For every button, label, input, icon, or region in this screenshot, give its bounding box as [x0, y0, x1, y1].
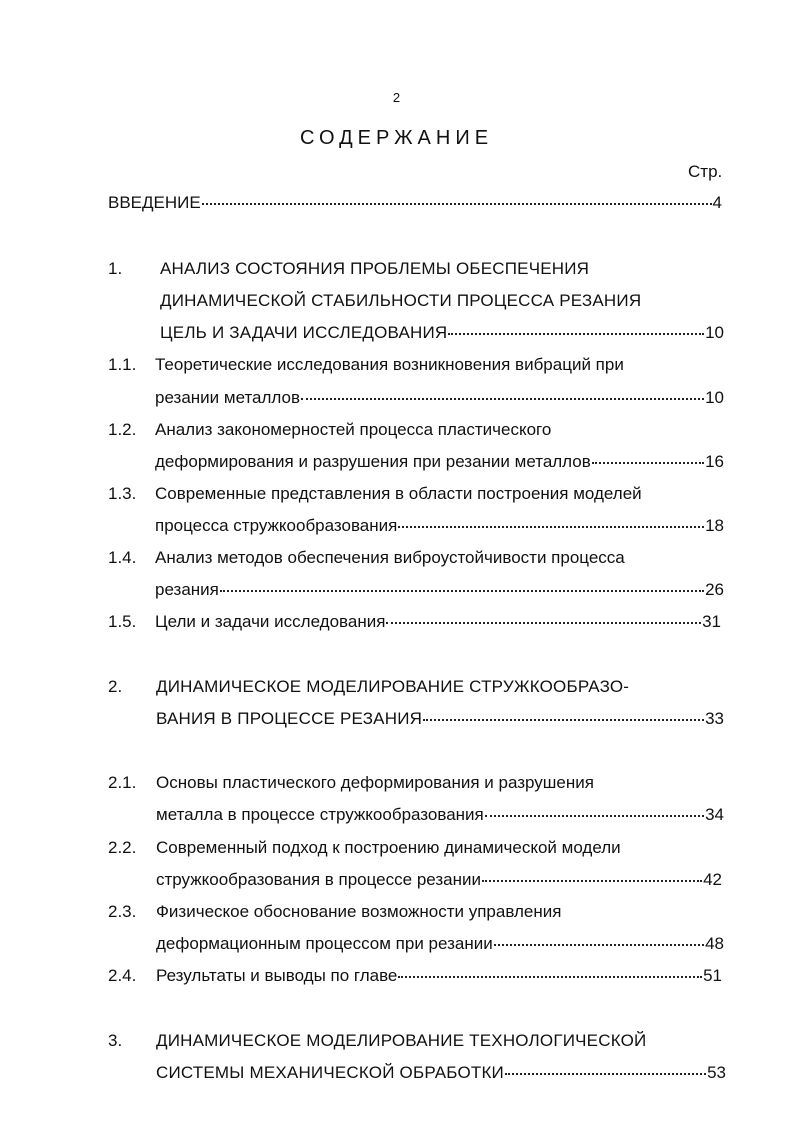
toc-entry-section-2-1[interactable]: [156, 805, 724, 825]
page-number: 2: [392, 90, 401, 105]
toc-entry-section-1-4[interactable]: [155, 580, 724, 600]
chapter-title-line: ДИНАМИЧЕСКОЕ МОДЕЛИРОВАНИЕ СТРУЖКООБРАЗО-: [156, 677, 630, 696]
toc-page-number: 34: [705, 805, 724, 824]
toc-entry-section-1-5[interactable]: [155, 612, 721, 632]
page-title: СОДЕРЖАНИЕ: [299, 127, 494, 149]
section-title-line: резания: [155, 580, 219, 599]
toc-page-number: 33: [705, 709, 724, 728]
section-title-line: Анализ закономерностей процесса пластического: [155, 420, 552, 439]
toc-entry-intro[interactable]: [108, 193, 722, 213]
section-title-line: Основы пластического деформирования и разрушения: [156, 773, 594, 792]
leader-dots: [448, 333, 704, 335]
leader-dots: [202, 203, 712, 205]
leader-dots: [423, 719, 704, 721]
toc-entry-chapter-1[interactable]: [160, 323, 724, 343]
toc-page-number: 51: [703, 966, 722, 985]
section-title-line: металла в процессе стружкообразования: [156, 805, 484, 824]
section-number: 1.4.: [108, 548, 137, 567]
leader-dots: [494, 944, 704, 946]
scan-smudge: [410, 746, 460, 756]
chapter-title-line: АНАЛИЗ СОСТОЯНИЯ ПРОБЛЕМЫ ОБЕСПЕЧЕНИЯ: [160, 259, 590, 278]
section-title-line: Цели и задачи исследования: [155, 612, 386, 631]
chapter-title-line: ДИНАМИЧЕСКОЕ МОДЕЛИРОВАНИЕ ТЕХНОЛОГИЧЕСКОЙ: [156, 1031, 647, 1050]
toc-entry-section-1-2[interactable]: [155, 452, 724, 472]
section-number: 2.2.: [108, 838, 137, 857]
page-column-label: Стр.: [688, 162, 723, 181]
chapter-number: 2.: [108, 677, 123, 696]
toc-page-number: 42: [703, 870, 722, 889]
toc-page-number: 31: [702, 612, 721, 631]
section-number: 1.2.: [108, 420, 137, 439]
leader-dots: [592, 462, 704, 464]
section-title-line: резании металлов: [155, 388, 301, 407]
toc-page-number: 4: [712, 193, 722, 212]
toc-page-number: 10: [705, 323, 724, 342]
leader-dots: [301, 398, 704, 400]
leader-dots: [505, 1073, 706, 1075]
section-number: 2.3.: [108, 902, 137, 921]
toc-entry-section-2-3[interactable]: [156, 934, 724, 954]
section-number: 2.1.: [108, 773, 137, 792]
chapter-number: 1.: [108, 259, 123, 278]
toc-entry-chapter-2[interactable]: [156, 709, 724, 729]
leader-dots: [485, 815, 704, 817]
chapter-number: 3.: [108, 1031, 123, 1050]
chapter-title-line: СИСТЕМЫ МЕХАНИЧЕСКОЙ ОБРАБОТКИ: [156, 1063, 504, 1082]
section-number: 1.3.: [108, 484, 137, 503]
leader-dots: [398, 976, 702, 978]
section-title-line: стружкообразования в процессе резании: [156, 870, 481, 889]
toc-page-number: 10: [705, 388, 724, 407]
toc-page-number: 18: [705, 516, 724, 535]
section-title-line: деформирования и разрушения при резании металлов: [155, 452, 591, 471]
toc-entry-section-1-3[interactable]: [155, 516, 724, 536]
section-title-line: Результаты и выводы по главе: [156, 966, 398, 985]
leader-dots: [220, 590, 704, 592]
toc-page-number: 16: [705, 452, 724, 471]
chapter-title-line: ДИНАМИЧЕСКОЙ СТАБИЛЬНОСТИ ПРОЦЕССА РЕЗАНИЯ: [160, 291, 642, 310]
section-number: 1.1.: [108, 355, 137, 374]
section-title-line: процесса стружкообразования: [155, 516, 398, 535]
leader-dots: [398, 526, 704, 528]
section-title-line: деформационным процессом при резании: [156, 934, 493, 953]
toc-entry-text: ВВЕДЕНИЕ: [108, 193, 201, 212]
leader-dots: [386, 622, 701, 624]
section-title-line: Физическое обоснование возможности управления: [156, 902, 562, 921]
chapter-title-line: ЦЕЛЬ И ЗАДАЧИ ИССЛЕДОВАНИЯ: [160, 323, 448, 342]
section-number: 2.4.: [108, 966, 137, 985]
toc-page-number: 53: [707, 1063, 726, 1082]
section-number: 1.5.: [108, 612, 137, 631]
section-title-line: Современные представления в области построения моделей: [155, 484, 642, 503]
toc-entry-section-2-2[interactable]: [156, 870, 722, 890]
toc-page-number: 48: [705, 934, 724, 953]
chapter-title-line: ВАНИЯ В ПРОЦЕССЕ РЕЗАНИЯ: [156, 709, 423, 728]
section-title-line: Анализ методов обеспечения виброустойчивости процесса: [155, 548, 625, 567]
toc-entry-chapter-3[interactable]: [156, 1063, 726, 1083]
toc-page-number: 26: [705, 580, 724, 599]
toc-entry-section-1-1[interactable]: [155, 388, 724, 408]
toc-entry-section-2-4[interactable]: [156, 966, 722, 986]
section-title-line: Современный подход к построению динамической модели: [156, 838, 621, 857]
leader-dots: [482, 880, 702, 882]
section-title-line: Теоретические исследования возникновения вибраций при: [155, 355, 624, 374]
